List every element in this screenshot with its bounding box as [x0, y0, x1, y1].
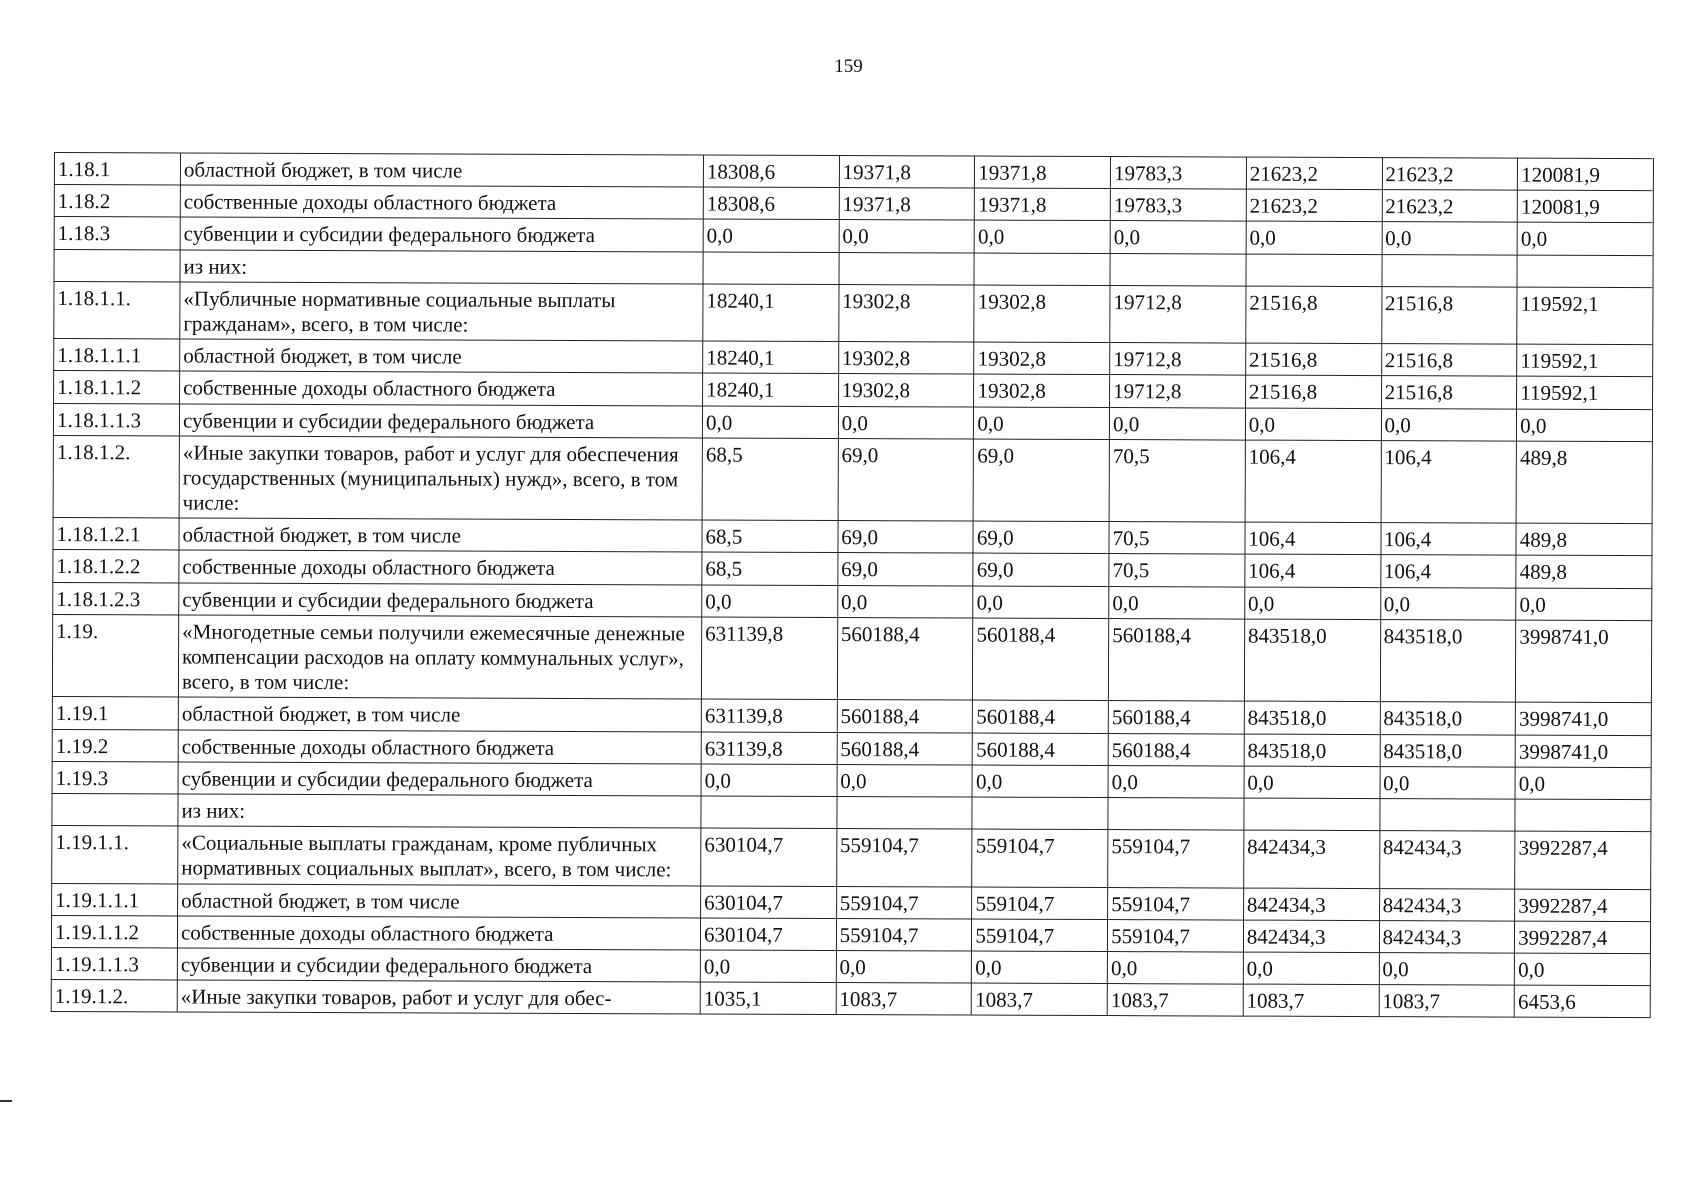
- row-value-1: 630104,7: [700, 918, 836, 951]
- row-value-3: [974, 253, 1110, 286]
- row-code: [54, 249, 180, 282]
- row-value-7: 0,0: [1517, 222, 1653, 255]
- row-value-7: 120081,9: [1517, 190, 1653, 223]
- row-name: субвенции и субсидии федерального бюджета: [180, 217, 703, 251]
- row-code: 1.18.1.1.: [54, 281, 180, 339]
- row-value-2: 19302,8: [838, 342, 974, 375]
- row-value-7: 3998741,0: [1515, 702, 1651, 735]
- row-code: 1.18.1.1.1: [54, 339, 180, 372]
- row-value-3: 19302,8: [974, 342, 1110, 375]
- row-value-4: 0,0: [1108, 765, 1244, 798]
- row-value-6: 21516,8: [1381, 344, 1517, 377]
- row-name: собственные доходы областного бюджета: [179, 550, 702, 584]
- row-name: субвенции и субсидии федерального бюджета: [179, 583, 702, 617]
- row-value-7: 120081,9: [1518, 158, 1654, 191]
- row-value-4: 560188,4: [1108, 733, 1244, 766]
- row-value-2: [837, 796, 973, 829]
- row-value-1: 18240,1: [703, 284, 839, 342]
- row-value-2: 559104,7: [836, 886, 972, 919]
- row-value-4: 19783,3: [1110, 157, 1246, 190]
- row-code: 1.19.: [52, 614, 178, 697]
- row-value-6: 843518,0: [1380, 734, 1516, 767]
- row-code: 1.18.1.2.3: [53, 582, 179, 615]
- row-code: [52, 793, 178, 826]
- row-value-3: [972, 797, 1108, 830]
- row-value-6: 106,4: [1380, 555, 1516, 588]
- margin-mark: [0, 1100, 12, 1102]
- row-value-6: 843518,0: [1380, 619, 1516, 702]
- row-value-3: 1083,7: [972, 983, 1108, 1016]
- row-value-2: 19371,8: [839, 156, 975, 189]
- row-name: областной бюджет, в том числе: [178, 697, 701, 731]
- row-value-6: 21516,8: [1381, 286, 1517, 344]
- row-value-5: 0,0: [1243, 952, 1379, 985]
- row-value-1: 631139,8: [701, 617, 837, 700]
- row-value-2: 69,0: [838, 438, 974, 521]
- table-row: [52, 826, 1651, 890]
- row-value-5: 843518,0: [1244, 734, 1380, 767]
- row-value-6: 21623,2: [1382, 190, 1518, 223]
- row-value-3: 69,0: [973, 439, 1109, 522]
- row-value-7: 0,0: [1515, 767, 1651, 800]
- row-value-4: 560188,4: [1108, 701, 1244, 734]
- row-value-5: 1083,7: [1243, 984, 1379, 1017]
- row-value-6: 0,0: [1382, 222, 1518, 255]
- row-value-5: [1244, 798, 1380, 831]
- row-value-3: 0,0: [975, 220, 1111, 253]
- row-code: 1.19.1.1.1: [52, 883, 178, 916]
- row-name: собственные доходы областного бюджета: [178, 730, 701, 764]
- row-name: субвенции и субсидии федерального бюджета: [177, 948, 700, 982]
- row-value-3: 19371,8: [975, 188, 1111, 221]
- row-value-4: 70,5: [1109, 522, 1245, 555]
- row-code: 1.19.1: [52, 697, 178, 730]
- row-value-7: 489,8: [1516, 523, 1652, 556]
- row-value-1: 18240,1: [703, 341, 839, 374]
- row-value-2: 69,0: [838, 553, 974, 586]
- row-value-1: 1035,1: [700, 982, 836, 1015]
- row-value-6: 842434,3: [1379, 920, 1515, 953]
- row-value-2: 559104,7: [836, 918, 972, 951]
- row-value-5: 0,0: [1245, 587, 1381, 620]
- row-name: «Публичные нормативные социальные выплаты гражданам», всего, в том числе:: [180, 282, 703, 341]
- row-value-3: 0,0: [972, 765, 1108, 798]
- row-name: областной бюджет, в том числе: [178, 883, 701, 917]
- row-code: 1.18.1.1.3: [53, 403, 179, 436]
- row-value-7: [1517, 255, 1653, 288]
- row-value-2: 69,0: [838, 521, 974, 554]
- page-number: 159: [834, 56, 863, 77]
- row-value-7: 0,0: [1515, 953, 1651, 986]
- row-value-1: [701, 796, 837, 829]
- row-code: 1.18.1: [54, 153, 180, 186]
- row-value-5: 0,0: [1246, 221, 1382, 254]
- row-value-7: 489,8: [1516, 441, 1652, 524]
- row-value-2: 0,0: [839, 220, 975, 253]
- row-name: субвенции и субсидии федерального бюджета: [179, 403, 702, 437]
- row-value-1: 0,0: [702, 585, 838, 618]
- row-value-1: 0,0: [701, 764, 837, 797]
- row-value-6: 843518,0: [1380, 702, 1516, 735]
- row-value-2: 1083,7: [836, 983, 972, 1016]
- row-value-5: [1246, 254, 1382, 287]
- row-value-5: 843518,0: [1244, 701, 1380, 734]
- row-code: 1.19.1.1.3: [51, 947, 177, 980]
- row-value-3: 560188,4: [973, 733, 1109, 766]
- row-value-6: 0,0: [1380, 766, 1516, 799]
- row-value-5: 842434,3: [1243, 888, 1379, 921]
- row-value-4: [1108, 797, 1244, 830]
- row-value-7: 0,0: [1516, 588, 1652, 621]
- row-value-7: 6453,6: [1514, 985, 1650, 1018]
- row-value-1: 68,5: [702, 552, 838, 585]
- row-value-5: 21623,2: [1246, 189, 1382, 222]
- row-value-5: 0,0: [1245, 408, 1381, 441]
- row-value-3: 69,0: [973, 521, 1109, 554]
- row-value-2: 560188,4: [837, 700, 973, 733]
- row-value-1: 68,5: [702, 438, 838, 521]
- row-value-6: 0,0: [1380, 587, 1516, 620]
- row-value-2: 559104,7: [836, 829, 972, 887]
- row-value-7: 3992287,4: [1515, 889, 1651, 922]
- row-value-4: 19712,8: [1110, 375, 1246, 408]
- row-value-7: 0,0: [1517, 409, 1653, 442]
- row-value-1: 18308,6: [703, 155, 839, 188]
- row-value-3: 0,0: [972, 951, 1108, 984]
- table-row: [53, 435, 1652, 524]
- row-name: субвенции и субсидии федерального бюджета: [178, 762, 701, 796]
- row-code: 1.18.1.2.1: [53, 518, 179, 551]
- row-code: 1.19.1.1.2: [51, 915, 177, 948]
- row-value-6: 106,4: [1381, 440, 1517, 523]
- row-name: областной бюджет, в том числе: [180, 153, 703, 187]
- row-value-7: 3992287,4: [1515, 831, 1651, 889]
- row-value-1: 18240,1: [703, 373, 839, 406]
- row-value-3: 69,0: [973, 553, 1109, 586]
- row-name: «Социальные выплаты гражданам, кроме публичных нормативных социальных выплат», всего, в том числе:: [178, 826, 701, 885]
- row-value-4: 560188,4: [1109, 618, 1245, 701]
- row-value-2: 0,0: [836, 950, 972, 983]
- row-value-5: 0,0: [1244, 766, 1380, 799]
- row-value-5: 21516,8: [1246, 286, 1382, 344]
- row-value-5: 842434,3: [1243, 830, 1379, 888]
- row-code: 1.18.1.2.2: [53, 550, 179, 583]
- row-value-5: 21516,8: [1245, 375, 1381, 408]
- row-value-7: 3998741,0: [1516, 620, 1652, 703]
- row-value-4: 559104,7: [1108, 887, 1244, 920]
- row-value-1: 630104,7: [701, 885, 837, 918]
- row-code: 1.18.1.2.: [53, 435, 179, 518]
- row-value-4: 19783,3: [1110, 189, 1246, 222]
- row-value-2: 560188,4: [837, 732, 973, 765]
- row-value-5: 106,4: [1245, 440, 1381, 523]
- row-value-4: 0,0: [1110, 221, 1246, 254]
- row-name: «Иные закупки товаров, работ и услуг для обес-: [177, 980, 700, 1014]
- row-value-1: 631139,8: [701, 732, 837, 765]
- row-value-3: 560188,4: [973, 700, 1109, 733]
- row-value-4: 19712,8: [1110, 285, 1246, 343]
- row-value-4: 19712,8: [1110, 343, 1246, 376]
- row-value-2: [839, 252, 975, 285]
- row-value-6: [1382, 254, 1518, 287]
- table-body: [51, 153, 1653, 1018]
- row-code: 1.18.1.1.2: [54, 371, 180, 404]
- row-value-1: 0,0: [702, 405, 838, 438]
- row-value-4: 70,5: [1109, 554, 1245, 587]
- row-value-4: 559104,7: [1108, 830, 1244, 888]
- row-value-7: 3992287,4: [1515, 921, 1651, 954]
- row-code: 1.18.3: [54, 217, 180, 250]
- row-value-6: 842434,3: [1379, 831, 1515, 889]
- row-value-3: 19302,8: [974, 374, 1110, 407]
- table-row: [54, 281, 1653, 345]
- row-value-1: 18308,6: [703, 187, 839, 220]
- budget-table: [51, 152, 1654, 1018]
- row-value-2: 560188,4: [837, 617, 973, 700]
- row-value-1: 0,0: [700, 950, 836, 983]
- row-name: «Иные закупки товаров, работ и услуг для обеспечения государственных (муниципальных) нужд», всего, в том числе:: [179, 436, 702, 521]
- row-value-6: [1379, 799, 1515, 832]
- row-value-1: 631139,8: [701, 699, 837, 732]
- row-value-3: 559104,7: [972, 919, 1108, 952]
- row-code: 1.18.2: [54, 185, 180, 218]
- row-value-5: 843518,0: [1244, 619, 1380, 702]
- row-value-3: 0,0: [973, 586, 1109, 619]
- row-value-3: 0,0: [974, 407, 1110, 440]
- row-value-4: 1083,7: [1107, 984, 1243, 1017]
- row-name: собственные доходы областного бюджета: [180, 185, 703, 219]
- row-value-6: 842434,3: [1379, 888, 1515, 921]
- row-value-4: 70,5: [1109, 439, 1245, 522]
- row-value-7: 489,8: [1516, 556, 1652, 589]
- row-value-7: 119592,1: [1517, 344, 1653, 377]
- row-value-2: 19302,8: [838, 374, 974, 407]
- row-code: 1.19.1.1.: [52, 826, 178, 884]
- row-value-2: 0,0: [838, 406, 974, 439]
- row-value-5: 842434,3: [1243, 920, 1379, 953]
- row-name: областной бюджет, в том числе: [180, 339, 703, 373]
- row-value-2: 0,0: [837, 764, 973, 797]
- row-value-6: 0,0: [1379, 952, 1515, 985]
- row-value-3: 19302,8: [974, 285, 1110, 343]
- row-value-1: 68,5: [702, 520, 838, 553]
- row-name: из них:: [178, 794, 701, 828]
- row-value-4: 0,0: [1110, 407, 1246, 440]
- row-value-3: 560188,4: [973, 618, 1109, 701]
- row-value-3: 559104,7: [972, 829, 1108, 887]
- row-value-7: 119592,1: [1517, 376, 1653, 409]
- row-name: из них:: [180, 250, 703, 284]
- row-code: 1.19.3: [52, 761, 178, 794]
- row-value-3: 559104,7: [972, 887, 1108, 920]
- row-value-5: 21623,2: [1246, 157, 1382, 190]
- row-value-6: 106,4: [1380, 523, 1516, 556]
- row-code: 1.19.1.2.: [51, 980, 177, 1013]
- row-value-1: [703, 252, 839, 285]
- row-value-6: 0,0: [1381, 408, 1517, 441]
- row-value-7: 3998741,0: [1515, 735, 1651, 768]
- table-row: [52, 614, 1651, 703]
- row-name: собственные доходы областного бюджета: [180, 371, 703, 405]
- row-value-3: 19371,8: [975, 156, 1111, 189]
- row-value-7: [1515, 799, 1651, 832]
- row-name: собственные доходы областного бюджета: [177, 916, 700, 950]
- row-value-7: 119592,1: [1517, 287, 1653, 345]
- row-code: 1.19.2: [52, 729, 178, 762]
- row-value-1: 630104,7: [701, 828, 837, 886]
- row-value-5: 21516,8: [1245, 343, 1381, 376]
- table-row: [51, 980, 1650, 1018]
- row-value-2: 19371,8: [839, 188, 975, 221]
- row-value-4: 0,0: [1109, 586, 1245, 619]
- row-value-4: 0,0: [1107, 951, 1243, 984]
- row-name: областной бюджет, в том числе: [179, 518, 702, 552]
- row-value-2: 19302,8: [838, 284, 974, 342]
- row-value-5: 106,4: [1245, 555, 1381, 588]
- row-value-6: 21516,8: [1381, 376, 1517, 409]
- row-name: «Многодетные семьи получили ежемесячные денежные компенсации расходов на оплату коммунальных услуг», всего, в том числе:: [178, 615, 701, 700]
- row-value-1: 0,0: [703, 219, 839, 252]
- row-value-5: 106,4: [1245, 522, 1381, 555]
- row-value-6: 21623,2: [1382, 158, 1518, 191]
- row-value-4: 559104,7: [1108, 919, 1244, 952]
- row-value-4: [1110, 253, 1246, 286]
- row-value-2: 0,0: [837, 585, 973, 618]
- row-value-6: 1083,7: [1379, 985, 1515, 1018]
